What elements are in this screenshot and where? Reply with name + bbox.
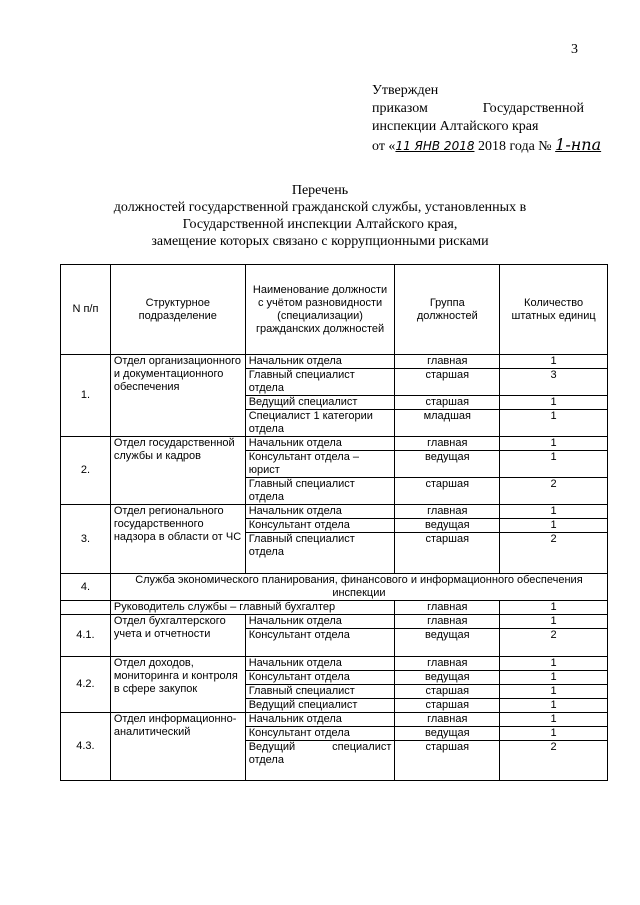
table-row	[61, 355, 608, 369]
row-num: 1.	[61, 355, 111, 437]
row-position: Начальник отдела	[245, 713, 395, 727]
row-group: ведущая	[395, 629, 500, 657]
header-group: Группа должностей	[395, 265, 500, 355]
row-count: 2	[500, 741, 608, 781]
row-position: Специалист 1 категории отдела	[245, 410, 395, 437]
approval-word-order: приказом	[372, 101, 428, 116]
row-count: 1	[500, 505, 608, 519]
row-count: 1	[500, 685, 608, 699]
row-division: Отдел организационного и документационного обеспечения	[110, 355, 245, 437]
row-position: Главный специалист отдела	[245, 533, 395, 574]
row-position: Ведущий специалист отдела	[245, 741, 395, 781]
order-number: 1-нпа	[555, 135, 602, 154]
row-count: 1	[500, 615, 608, 629]
row-group: ведущая	[395, 671, 500, 685]
table-row	[61, 615, 608, 629]
header-division: Структурное подразделение	[110, 265, 245, 355]
row-position: Начальник отдела	[245, 615, 395, 629]
row-count: 1	[500, 519, 608, 533]
row-count: 1	[500, 601, 608, 615]
row-group: старшая	[395, 369, 500, 396]
row-group: старшая	[395, 699, 500, 713]
row-position: Начальник отдела	[245, 505, 395, 519]
row-division: Отдел бухгалтерского учета и отчетности	[110, 615, 245, 657]
row-group: главная	[395, 713, 500, 727]
row-position: Главный специалист	[245, 685, 395, 699]
title-line-1: Перечень	[291, 183, 349, 198]
table-row	[61, 657, 608, 671]
row-group: ведущая	[395, 451, 500, 478]
document-title	[40, 182, 600, 250]
row-position: Консультант отдела	[245, 671, 395, 685]
approval-block	[372, 82, 602, 156]
title-line-2: должностей государственной гражданской службы, установленных в	[113, 200, 527, 215]
row-group: главная	[395, 657, 500, 671]
row-count: 1	[500, 410, 608, 437]
row-position: Консультант отдела	[245, 629, 395, 657]
date-suffix: 2018 года №	[474, 139, 552, 154]
table-row	[61, 437, 608, 451]
row-group: ведущая	[395, 727, 500, 741]
table-row	[61, 505, 608, 519]
approval-line-2	[372, 100, 584, 118]
row-group: главная	[395, 601, 500, 615]
row-position: Руководитель службы – главный бухгалтер	[110, 601, 395, 615]
title-line-4: замещение которых связано с коррупционными рисками	[151, 234, 489, 249]
row-group: младшая	[395, 410, 500, 437]
date-prefix: от «	[372, 139, 396, 154]
row-position: Консультант отдела	[245, 519, 395, 533]
row-count: 1	[500, 396, 608, 410]
header-position: Наименование должности с учётом разновидности (специализации) гражданских должностей	[245, 265, 395, 355]
row-num-empty	[61, 601, 111, 615]
title-line-3: Государственной инспекции Алтайского края,	[182, 217, 458, 232]
header-num: N п/п	[61, 265, 111, 355]
row-num: 3.	[61, 505, 111, 574]
row-count: 2	[500, 629, 608, 657]
row-position: Консультант отдела – юрист	[245, 451, 395, 478]
row-count: 3	[500, 369, 608, 396]
positions-table	[60, 264, 608, 781]
row-position: Главный специалист отдела	[245, 369, 395, 396]
row-group: ведущая	[395, 519, 500, 533]
row-division: Отдел доходов, мониторинга и контроля в сфере закупок	[110, 657, 245, 713]
row-position: Начальник отдела	[245, 437, 395, 451]
row-num: 4.2.	[61, 657, 111, 713]
row-count: 2	[500, 533, 608, 574]
row-division: Отдел регионального государственного надзора в области от ЧС	[110, 505, 245, 574]
row-count: 1	[500, 671, 608, 685]
header-count: Количество штатных единиц	[500, 265, 608, 355]
row-count: 1	[500, 713, 608, 727]
row-group: главная	[395, 505, 500, 519]
table-row	[61, 574, 608, 601]
row-group: старшая	[395, 478, 500, 505]
table-row	[61, 713, 608, 727]
row-count: 1	[500, 699, 608, 713]
row-division: Отдел информационно-аналитический	[110, 713, 245, 781]
approval-line-3: инспекции Алтайского края	[372, 119, 539, 134]
row-group: старшая	[395, 533, 500, 574]
row-group: главная	[395, 355, 500, 369]
row-group: старшая	[395, 685, 500, 699]
row-num: 4.	[61, 574, 111, 601]
row-division: Отдел государственной службы и кадров	[110, 437, 245, 505]
date-stamp: 11 ЯНВ 2018	[395, 139, 475, 153]
row-position: Ведущий специалист	[245, 699, 395, 713]
row-num: 2.	[61, 437, 111, 505]
service-title: Служба экономического планирования, финансового и информационного обеспечения инспекции	[110, 574, 607, 601]
row-position: Ведущий специалист	[245, 396, 395, 410]
row-group: главная	[395, 615, 500, 629]
row-count: 1	[500, 727, 608, 741]
row-count: 1	[500, 355, 608, 369]
row-position: Начальник отдела	[245, 355, 395, 369]
row-position: Начальник отдела	[245, 657, 395, 671]
row-position: Консультант отдела	[245, 727, 395, 741]
row-group: главная	[395, 437, 500, 451]
row-position: Главный специалист отдела	[245, 478, 395, 505]
row-group: старшая	[395, 396, 500, 410]
page-number: 3	[571, 42, 578, 57]
row-count: 1	[500, 451, 608, 478]
table-header-row	[61, 265, 608, 355]
row-count: 2	[500, 478, 608, 505]
row-num: 4.3.	[61, 713, 111, 781]
row-count: 1	[500, 437, 608, 451]
row-group: старшая	[395, 741, 500, 781]
approval-date-line	[372, 135, 602, 156]
table-row	[61, 601, 608, 615]
approval-line-1: Утвержден	[372, 83, 439, 98]
row-num: 4.1.	[61, 615, 111, 657]
approval-word-state: Государственной	[482, 101, 584, 116]
row-count: 1	[500, 657, 608, 671]
